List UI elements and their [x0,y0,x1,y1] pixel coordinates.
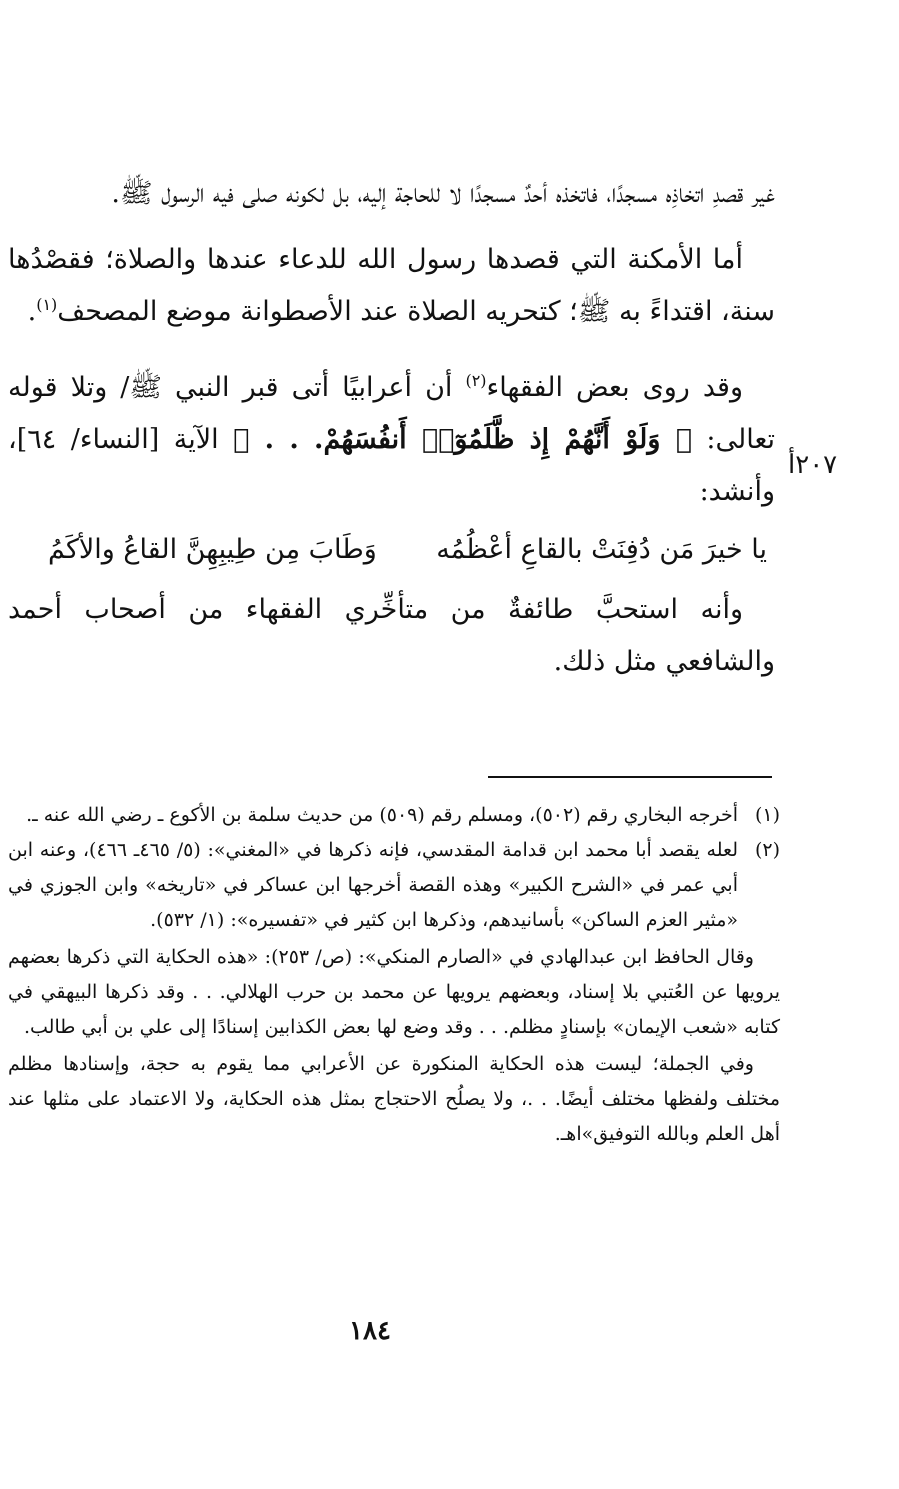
manuscript-margin-marker: ٢٠٧أ [788,450,838,480]
footnote-ref-1: (١) [36,295,58,314]
paragraph-3-text-a: وقد روى بعض الفقهاء [486,372,743,403]
verse-second-hemistich: وَطَابَ مِن طِيبِهِنَّ القاعُ والأكَمُ [48,534,377,565]
paragraph-3 [8,362,775,518]
footnote-1-text: أخرجه البخاري رقم (٥٠٢)، ومسلم رقم (٥٠٩) من حديث سلمة بن الأكوع ـ رضي الله عنه ـ. [26,804,738,826]
verse-first-hemistich: يا خيرَ مَن دُفِنَتْ بالقاعِ أعْظُمُه [436,534,767,565]
footnote-divider [488,776,772,778]
paragraph-1-text: غير قصدِ اتخاذِه مسجدًا، فاتخذه أحدٌ مسجدًا لا للحاجة إليه، بل لكونه صلى فيه الرسول ﷺ. [111,178,775,209]
paragraph-3-text-c: الآية [النساء/ ٦٤]، وأنشد: [8,424,775,507]
paragraph-2-end: . [27,296,37,327]
quran-verse: ﴿ وَلَوْ أَنَّهُمْ إِذ ظَّلَمُوٓا۟ أَنفُسَهُمْ. . . ﴾ [233,424,692,455]
footnote-2 [8,833,780,938]
paragraph-5-text: وأنه استحبَّ طائفةٌ من متأخِّري الفقهاء من أصحاب أحمد والشافعي مثل ذلك. [8,594,775,677]
footnote-1-number: (١) [754,804,780,826]
paragraph-2-text: أما الأمكنة التي قصدها رسول الله للدعاء عندها والصلاة؛ فقصْدُها سنة، اقتداءً به ﷺ؛ كتحريه الصلاة عند الأصطوانة موضع المصحف [8,244,775,327]
footnote-2-continuation-1: وقال الحافظ ابن عبدالهادي في «الصارم المنكي»: (ص/ ٢٥٣): «هذه الحكاية التي ذكرها بعضهم يرويها عن العُتبي بلا إسناد، وبعضهم يرويها عن محمد بن حرب الهلالي. . . وقد ذكرها البيهقي في كتابه «شعب الإيمان» بإسنادٍ مظلم. . . وقد وضع لها بعض الكذابين إسنادًا إلى علي بن أبي طالب. [8,946,780,1038]
footnote-2-number: (٢) [754,839,780,861]
footnotes [8,798,780,1152]
paragraph-5 [8,584,775,688]
paragraph-1 [8,168,775,220]
footnote-2-continuation-2: وفي الجملة؛ ليست هذه الحكاية المنكورة عن الأعرابي مما يقوم به حجة، وإسنادها مظلم مختلف ولفظها مختلف أيضًا. . .، ولا يصلُح الاحتجاج بمثل هذه الحكاية، ولا الاعتماد على مثلها عند أهل العلم وبالله التوفيق»اهـ. [8,1053,780,1145]
footnote-ref-2: (٢) [465,371,487,390]
footnote-2-text: لعله يقصد أبا محمد ابن قدامة المقدسي، فإنه ذكرها في «المغني»: (٥/ ٤٦٥ـ ٤٦٦)، وعنه ابن أبي عمر في «الشرح الكبير» وهذه القصة أخرجها ابن عساكر في «تاريخه» وابن الجوزي في «مثير العزم الساكن» بأسانيدهم، وذكرها ابن كثير في «تفسيره»: (١/ ٥٣٢). [8,839,738,931]
paragraph-2 [8,234,775,338]
page-number: ١٨٤ [349,1316,391,1346]
poetry-verse [8,524,775,576]
footnote-1 [8,798,780,833]
paragraph-3-text-b: أن أعرابيًا أتى قبر النبي ﷺ/ وتلا قوله تعالى: [8,372,776,455]
main-text [8,168,775,688]
